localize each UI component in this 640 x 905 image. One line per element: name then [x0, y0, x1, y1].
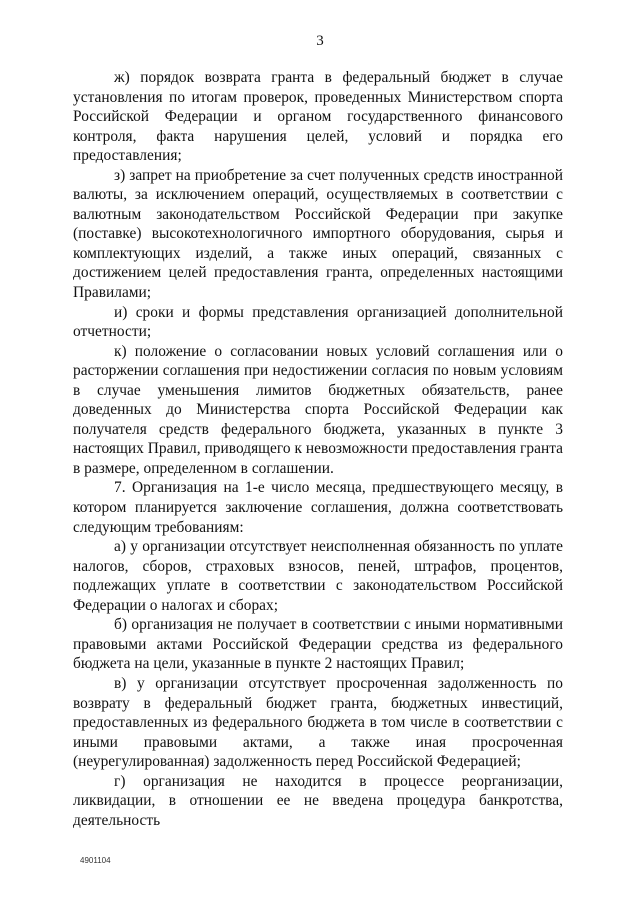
- paragraph-v: в) у организации отсутствует просроченная задолженность по возврату в федеральный бюджет гранта, бюджетных инвестиций, предоставленных из федерального бюджета в том числе в соответствии с иными правовыми актами, а также иная просроченная (неурегулированная) задолженность перед Российской Федерацией;: [73, 674, 563, 771]
- paragraph-g: г) организация не находится в процессе реорганизации, ликвидации, в отношении ее не введена процедура банкротства, деятельность: [73, 772, 563, 829]
- paragraph-a: а) у организации отсутствует неисполненная обязанность по уплате налогов, сборов, страховых взносов, пеней, штрафов, процентов, подлежащих уплате в соответствии с законодательством Российской Федерации о налогах и сборах;: [73, 538, 563, 614]
- paragraph-i: и) сроки и формы представления организацией дополнительной отчетности;: [73, 303, 563, 341]
- paragraph-zh: ж) порядок возврата гранта в федеральный бюджет в случае установления по итогам проверок, проведенных Министерством спорта Российской Федерации и органом государственного финансового контроля, факта нарушения целей, условий и порядка его предоставления;: [73, 69, 563, 165]
- paragraph-k: к) положение о согласовании новых условий соглашения или о расторжении соглашения при недостижении согласия по новым условиям в случае уменьшения лимитов бюджетных обязательств, ранее доведенных до Министерства спорта Российской Федерации как получателя средств федерального бюджета, указанных в пункте 3 настоящих Правил, приводящего к невозможности предоставления гранта в размере, определенном в соглашении.: [73, 342, 563, 477]
- paragraph-z: з) запрет на приобретение за счет полученных средств иностранной валюты, за исключением операций, осуществляемых в соответствии с валютным законодательством Российской Федерации при закупке (поставке) высокотехнологичного импортного оборудования, сырья и комплектующих изделий, а также иных операций, связанных с достижением целей предоставления гранта, определенных настоящими Правилами;: [73, 166, 563, 302]
- document-code: 4901104: [80, 856, 111, 865]
- page-number: 3: [316, 33, 324, 49]
- paragraph-b: б) организация не получает в соответствии с иными нормативными правовыми актами Российской Федерации средства из федерального бюджета на цели, указанные в пункте 2 настоящих Правил;: [73, 616, 563, 673]
- document-body: [73, 68, 563, 830]
- paragraph-7: 7. Организация на 1-е число месяца, предшествующего месяцу, в котором планируется заключение соглашения, должна соответствовать следующим требованиям:: [73, 479, 563, 536]
